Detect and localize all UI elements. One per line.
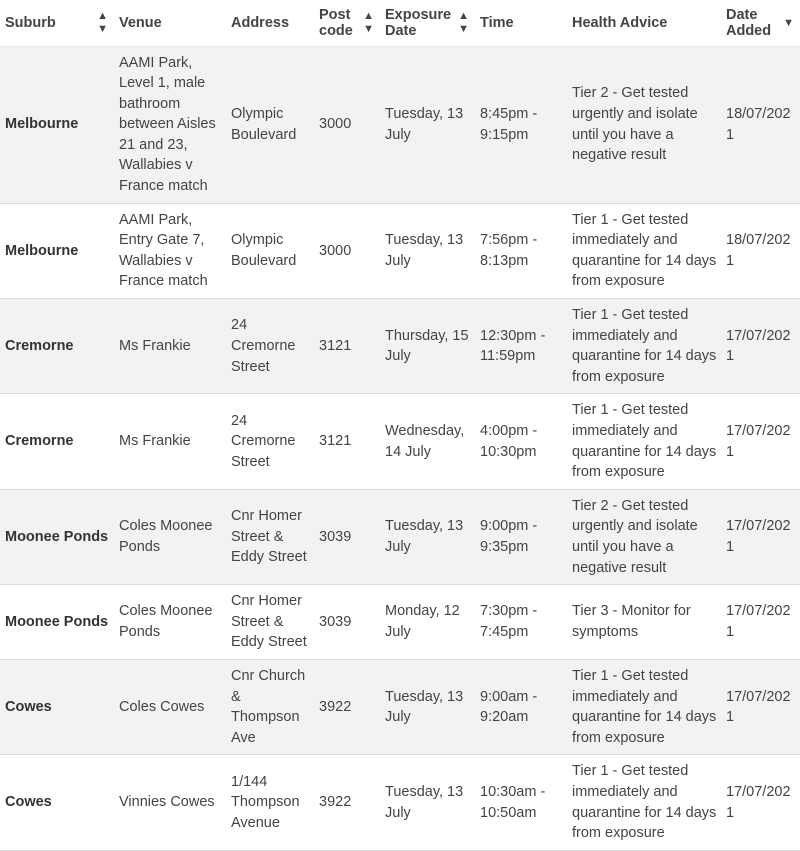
address-cell: Cnr Church & Thompson Ave [226,659,314,754]
column-header-postcode[interactable] [314,0,380,46]
table-row [0,755,800,850]
date-added-cell: 18/07/2021 [721,46,800,203]
venue-cell: Coles Moonee Ponds [114,489,226,584]
sort-toggle-icon[interactable] [97,10,108,36]
sort-toggle-icon[interactable] [363,10,374,36]
health-advice-cell: Tier 1 - Get tested immediately and quarantine for 14 days from exposure [567,394,721,489]
postcode-cell: 3039 [314,489,380,584]
address-cell: Olympic Boulevard [226,46,314,203]
time-cell: 9:00am - 9:20am [475,659,567,754]
postcode-cell: 3039 [314,585,380,660]
column-header-exposure-date[interactable] [380,0,475,46]
time-cell: 9:00pm - 9:35pm [475,489,567,584]
date-added-cell: 17/07/2021 [721,299,800,394]
column-header-health-advice[interactable] [567,0,721,46]
health-advice-cell: Tier 1 - Get tested immediately and quarantine for 14 days from exposure [567,755,721,850]
date-added-cell: 18/07/2021 [721,203,800,298]
suburb-cell: Melbourne [0,46,114,203]
postcode-cell: 3121 [314,299,380,394]
column-header-label: Date Added [726,6,772,39]
suburb-cell: Melbourne [0,203,114,298]
address-cell: 24 Cremorne Street [226,299,314,394]
column-header-label: Venue [119,14,162,31]
venue-cell: Ms Frankie [114,299,226,394]
column-header-label: Post code [319,6,353,39]
health-advice-cell: Tier 2 - Get tested urgently and isolate until you have a negative result [567,489,721,584]
sort-descending-icon: ▼ [458,22,469,35]
exposure-date-cell: Thursday, 15 July [380,299,475,394]
column-header-time[interactable] [475,0,567,46]
time-cell: 10:30am - 10:50am [475,755,567,850]
suburb-cell: Cowes [0,659,114,754]
column-header-label: Address [231,14,290,31]
column-header-venue[interactable] [114,0,226,46]
sort-descending-icon[interactable]: ▼ [783,16,794,29]
date-added-cell: 17/07/2021 [721,489,800,584]
exposure-date-cell: Tuesday, 13 July [380,755,475,850]
address-cell: Cnr Homer Street & Eddy Street [226,489,314,584]
column-header-label: Time [480,14,514,31]
table-row [0,585,800,660]
exposure-date-cell: Tuesday, 13 July [380,659,475,754]
column-header-label: Health Advice [572,14,668,31]
postcode-cell: 3000 [314,46,380,203]
address-cell: 24 Cremorne Street [226,394,314,489]
table-row [0,46,800,203]
column-header-address[interactable] [226,0,314,46]
exposure-date-cell: Tuesday, 13 July [380,203,475,298]
sort-descending-icon: ▼ [97,22,108,35]
venue-cell: Coles Moonee Ponds [114,585,226,660]
date-added-cell: 17/07/2021 [721,755,800,850]
table-row [0,394,800,489]
sort-ascending-icon: ▲ [363,9,374,22]
table-header-row [0,0,800,46]
sort-toggle-icon[interactable] [458,10,469,36]
health-advice-cell: Tier 1 - Get tested immediately and quarantine for 14 days from exposure [567,203,721,298]
suburb-cell: Cremorne [0,394,114,489]
exposure-date-cell: Tuesday, 13 July [380,46,475,203]
time-cell: 4:00pm - 10:30pm [475,394,567,489]
venue-cell: Ms Frankie [114,394,226,489]
suburb-cell: Moonee Ponds [0,489,114,584]
address-cell: Olympic Boulevard [226,203,314,298]
table-row [0,659,800,754]
health-advice-cell: Tier 2 - Get tested urgently and isolate until you have a negative result [567,46,721,203]
venue-cell: Coles Cowes [114,659,226,754]
table-row [0,489,800,584]
time-cell: 8:45pm - 9:15pm [475,46,567,203]
postcode-cell: 3121 [314,394,380,489]
suburb-cell: Cremorne [0,299,114,394]
table-row [0,299,800,394]
venue-cell: AAMI Park, Level 1, male bathroom between Aisles 21 and 23, Wallabies v France match [114,46,226,203]
postcode-cell: 3922 [314,755,380,850]
health-advice-cell: Tier 3 - Monitor for symptoms [567,585,721,660]
venue-cell: AAMI Park, Entry Gate 7, Wallabies v France match [114,203,226,298]
column-header-date-added[interactable] [721,0,800,46]
postcode-cell: 3000 [314,203,380,298]
exposure-date-cell: Monday, 12 July [380,585,475,660]
health-advice-cell: Tier 1 - Get tested immediately and quarantine for 14 days from exposure [567,299,721,394]
exposure-date-cell: Tuesday, 13 July [380,489,475,584]
date-added-cell: 17/07/2021 [721,585,800,660]
sort-ascending-icon: ▲ [97,9,108,22]
sort-ascending-icon: ▲ [458,9,469,22]
venue-cell: Vinnies Cowes [114,755,226,850]
column-header-label: Exposure Date [385,6,452,39]
address-cell: Cnr Homer Street & Eddy Street [226,585,314,660]
health-advice-cell: Tier 1 - Get tested immediately and quarantine for 14 days from exposure [567,659,721,754]
address-cell: 1/144 Thompson Avenue [226,755,314,850]
date-added-cell: 17/07/2021 [721,394,800,489]
time-cell: 7:56pm - 8:13pm [475,203,567,298]
postcode-cell: 3922 [314,659,380,754]
time-cell: 12:30pm - 11:59pm [475,299,567,394]
suburb-cell: Cowes [0,755,114,850]
table-row [0,203,800,298]
time-cell: 7:30pm - 7:45pm [475,585,567,660]
column-header-label: Suburb [5,14,56,31]
sort-descending-icon: ▼ [363,22,374,35]
column-header-suburb[interactable] [0,0,114,46]
exposure-date-cell: Wednesday, 14 July [380,394,475,489]
date-added-cell: 17/07/2021 [721,659,800,754]
suburb-cell: Moonee Ponds [0,585,114,660]
